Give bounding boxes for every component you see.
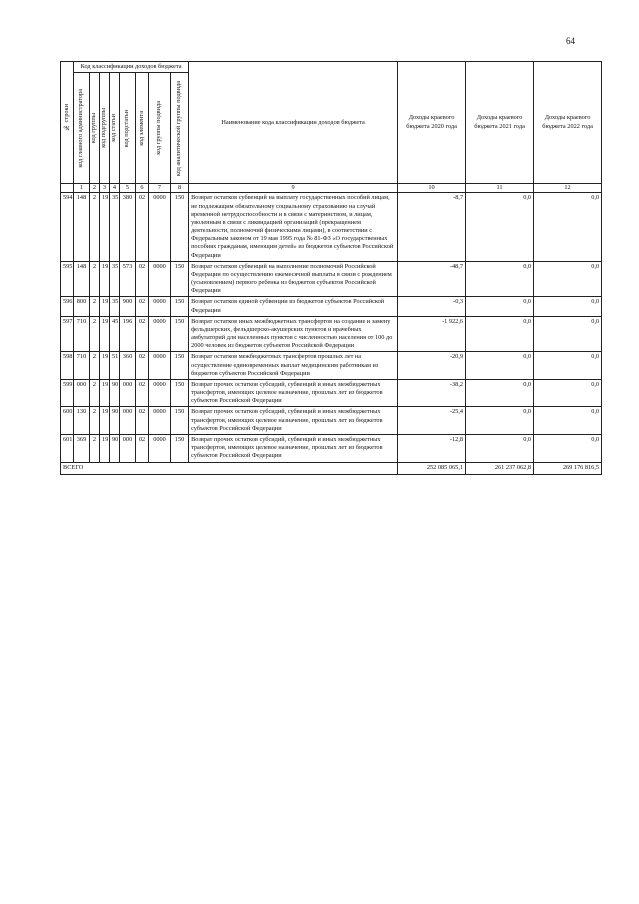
row-name: Возврат остатков субвенций на выполнение полномочий Российской Федерации по осуществлению ежемесячной выплаты в связи с рождением (усыновлением) первого ребенка из бюджетов субъектов Российской Федерации: [189, 261, 398, 297]
code-subtype-group-header: код группы подвида: [149, 73, 171, 184]
column-number: 4: [110, 184, 120, 193]
total-row: [61, 462, 602, 474]
table-row: [61, 352, 602, 380]
code-element-cell: 02: [136, 379, 149, 407]
row-name: Возврат остатков иных межбюджетных трансфертов на создание и замену фельдшерских, фельдшерско-акушерских пунктов и врачебных амбулаторий для населенных пунктов с численностью населения от 100 до 2000 человек из бюджетов субъектов Российской Федерации: [189, 316, 398, 352]
code-subarticle-cell: 000: [120, 407, 136, 435]
row-name: Возврат остатков межбюджетных трансфертов прошлых лет на осуществление единовременных выплат медицинским работникам из бюджетов субъектов Российской Федерации: [189, 352, 398, 380]
table-row: [61, 407, 602, 435]
row-name: Возврат остатков субвенций на выплату государственных пособий лицам, не подлежащим обязательному социальному страхованию на случай временной нетрудоспособности и в связи с материнством, и лицам, уволенным в связи с ликвидацией организаций (прекращением деятельности, полномочий физическими лицами), в соответствии с Федеральным законом от 19 мая 1995 года № 81-ФЗ «О государственных пособиях гражданам, имеющим детей» из бюджетов субъектов Российской Федерации: [189, 193, 398, 261]
row-name: Возврат прочих остатков субсидий, субвенций и иных межбюджетных трансфертов, имеющих целевое назначение, прошлых лет из бюджетов субъектов Российской Федерации: [189, 407, 398, 435]
code-analytic-group-cell: 150: [171, 261, 189, 297]
code-subtype-group-cell: 0000: [149, 379, 171, 407]
code-group-cell: 2: [90, 261, 100, 297]
code-analytic-group-cell: 150: [171, 434, 189, 462]
column-number: 6: [136, 184, 149, 193]
row-number: 596: [61, 297, 74, 316]
income-2021-cell: 0,0: [466, 297, 534, 316]
code-element-header: код элемента: [136, 73, 149, 184]
income-2022-cell: 0,0: [534, 193, 602, 261]
code-subarticle-cell: 196: [120, 316, 136, 352]
table-row: [61, 434, 602, 462]
income-2021-cell: 0,0: [466, 434, 534, 462]
code-subarticle-cell: 573: [120, 261, 136, 297]
column-number: 10: [398, 184, 466, 193]
code-admin-cell: 148: [74, 261, 90, 297]
code-subarticle-cell: 000: [120, 434, 136, 462]
row-number: 594: [61, 193, 74, 261]
code-article-header: код статьи: [110, 73, 120, 184]
row-number: 598: [61, 352, 74, 380]
row-number: 600: [61, 407, 74, 435]
income-2022-cell: 0,0: [534, 316, 602, 352]
income-2020-cell: -38,2: [398, 379, 466, 407]
code-group-cell: 2: [90, 352, 100, 380]
code-analytic-group-cell: 150: [171, 352, 189, 380]
page-number: 64: [566, 36, 575, 46]
income-2020-cell: -48,7: [398, 261, 466, 297]
code-subtype-group-cell: 0000: [149, 434, 171, 462]
income-2021-cell: 0,0: [466, 379, 534, 407]
row-name: Возврат прочих остатков субсидий, субвенций и иных межбюджетных трансфертов, имеющих целевое назначение, прошлых лет из бюджетов субъектов Российской Федерации: [189, 434, 398, 462]
code-subarticle-cell: 900: [120, 297, 136, 316]
code-element-cell: 02: [136, 352, 149, 380]
column-number: 12: [534, 184, 602, 193]
code-group-cell: 2: [90, 379, 100, 407]
code-admin-cell: 130: [74, 407, 90, 435]
code-analytic-group-header: код аналитической группы подвида: [171, 73, 189, 184]
code-element-cell: 02: [136, 297, 149, 316]
code-admin-cell: 000: [74, 379, 90, 407]
code-article-cell: 35: [110, 193, 120, 261]
row-number: 597: [61, 316, 74, 352]
code-subgroup-cell: 19: [100, 352, 110, 380]
income-2020-cell: -1 922,6: [398, 316, 466, 352]
code-group-cell: 2: [90, 193, 100, 261]
code-element-cell: 02: [136, 316, 149, 352]
code-group-cell: 2: [90, 316, 100, 352]
codes-group-header: Код классификации доходов бюджета: [74, 62, 189, 73]
column-number: 1: [74, 184, 90, 193]
code-element-cell: 02: [136, 261, 149, 297]
income-2022-cell: 0,0: [534, 352, 602, 380]
income-2020-cell: -25,4: [398, 407, 466, 435]
code-admin-header: код главного администратора: [74, 73, 90, 184]
code-analytic-group-cell: 150: [171, 316, 189, 352]
code-group-cell: 2: [90, 434, 100, 462]
table-row: [61, 379, 602, 407]
income-2022-header: Доходы краевого бюджета 2022 года: [534, 62, 602, 184]
income-2021-cell: 0,0: [466, 193, 534, 261]
income-2022-cell: 0,0: [534, 407, 602, 435]
income-table: [60, 61, 602, 475]
code-element-cell: 02: [136, 407, 149, 435]
row-number: 601: [61, 434, 74, 462]
income-2020-header: Доходы краевого бюджета 2020 года: [398, 62, 466, 184]
code-group-header: код группы: [90, 73, 100, 184]
header-row-1: [61, 62, 602, 73]
code-subgroup-cell: 19: [100, 261, 110, 297]
code-analytic-group-cell: 150: [171, 379, 189, 407]
code-subarticle-cell: 360: [120, 352, 136, 380]
code-article-cell: 90: [110, 434, 120, 462]
code-subtype-group-cell: 0000: [149, 261, 171, 297]
code-subtype-group-cell: 0000: [149, 407, 171, 435]
code-subgroup-cell: 19: [100, 193, 110, 261]
code-analytic-group-cell: 150: [171, 297, 189, 316]
code-subgroup-cell: 19: [100, 379, 110, 407]
total-2020: 252 085 065,1: [398, 462, 466, 474]
total-label: ВСЕГО: [61, 462, 398, 474]
table-row: [61, 261, 602, 297]
code-subtype-group-cell: 0000: [149, 297, 171, 316]
total-2022: 269 176 816,5: [534, 462, 602, 474]
column-number: 8: [171, 184, 189, 193]
income-2021-cell: 0,0: [466, 407, 534, 435]
income-2022-cell: 0,0: [534, 261, 602, 297]
code-admin-cell: 800: [74, 297, 90, 316]
income-2021-header: Доходы краевого бюджета 2021 года: [466, 62, 534, 184]
code-subgroup-cell: 19: [100, 434, 110, 462]
code-subtype-group-cell: 0000: [149, 352, 171, 380]
code-subtype-group-cell: 0000: [149, 193, 171, 261]
name-column-header: Наименование кода классификации доходов бюджета: [189, 62, 398, 184]
table-row: [61, 316, 602, 352]
code-subtype-group-cell: 0000: [149, 316, 171, 352]
table-row: [61, 297, 602, 316]
code-subarticle-header: код подстатьи: [120, 73, 136, 184]
code-subgroup-cell: 19: [100, 316, 110, 352]
code-element-cell: 02: [136, 434, 149, 462]
column-number: 9: [189, 184, 398, 193]
code-admin-cell: 710: [74, 316, 90, 352]
row-name: Возврат прочих остатков субсидий, субвенций и иных межбюджетных трансфертов, имеющих целевое назначение, прошлых лет из бюджетов субъектов Российской Федерации: [189, 379, 398, 407]
code-subgroup-header: код подгруппы: [100, 73, 110, 184]
code-subgroup-cell: 19: [100, 407, 110, 435]
code-subarticle-cell: 000: [120, 379, 136, 407]
column-numbers-row: [61, 184, 602, 193]
code-analytic-group-cell: 150: [171, 407, 189, 435]
code-admin-cell: 148: [74, 193, 90, 261]
code-article-cell: 35: [110, 297, 120, 316]
income-2020-cell: -8,7: [398, 193, 466, 261]
column-number: 5: [120, 184, 136, 193]
total-2021: 261 237 062,8: [466, 462, 534, 474]
column-number: 2: [90, 184, 100, 193]
table-body: [61, 193, 602, 462]
code-group-cell: 2: [90, 407, 100, 435]
column-number: 7: [149, 184, 171, 193]
income-2020-cell: -0,3: [398, 297, 466, 316]
row-number: 599: [61, 379, 74, 407]
income-2020-cell: -12,8: [398, 434, 466, 462]
code-subarticle-cell: 380: [120, 193, 136, 261]
row-number-header: № строки: [61, 62, 74, 184]
income-2021-cell: 0,0: [466, 352, 534, 380]
code-group-cell: 2: [90, 297, 100, 316]
code-admin-cell: 710: [74, 352, 90, 380]
column-number: 3: [100, 184, 110, 193]
income-2020-cell: -20,9: [398, 352, 466, 380]
column-number: [61, 184, 74, 193]
code-article-cell: 90: [110, 379, 120, 407]
code-article-cell: 35: [110, 261, 120, 297]
column-number: 11: [466, 184, 534, 193]
code-article-cell: 45: [110, 316, 120, 352]
income-2021-cell: 0,0: [466, 261, 534, 297]
income-2022-cell: 0,0: [534, 434, 602, 462]
table-row: [61, 193, 602, 261]
income-2022-cell: 0,0: [534, 379, 602, 407]
row-number: 595: [61, 261, 74, 297]
code-article-cell: 90: [110, 407, 120, 435]
code-element-cell: 02: [136, 193, 149, 261]
code-subgroup-cell: 19: [100, 297, 110, 316]
code-article-cell: 51: [110, 352, 120, 380]
code-analytic-group-cell: 150: [171, 193, 189, 261]
code-admin-cell: 369: [74, 434, 90, 462]
row-name: Возврат остатков единой субвенции из бюджетов субъектов Российской Федерации: [189, 297, 398, 316]
income-2021-cell: 0,0: [466, 316, 534, 352]
income-2022-cell: 0,0: [534, 297, 602, 316]
